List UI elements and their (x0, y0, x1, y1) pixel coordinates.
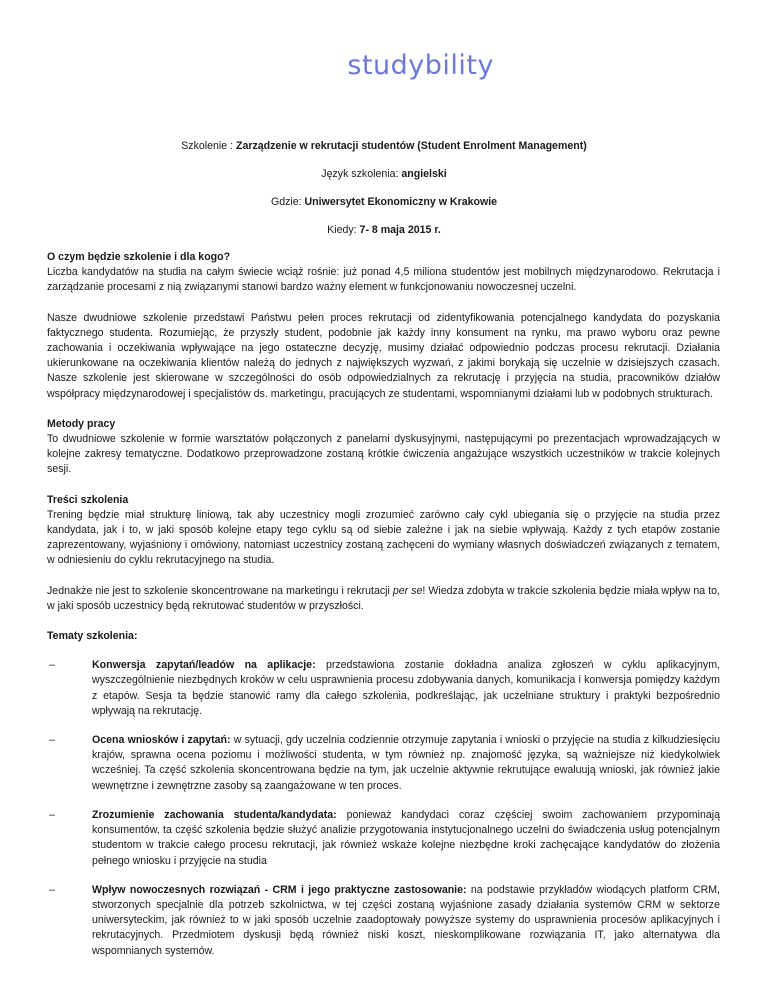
topic-text (92, 733, 720, 794)
topic-title: Zrozumienie zachowania studenta/kandydata: (92, 808, 337, 821)
intro-section (47, 250, 720, 296)
intro-heading: O czym będzie szkolenie i dla kogo? (47, 251, 231, 263)
topic-item (47, 883, 720, 959)
dash-bullet: – (49, 808, 55, 821)
topic-description: na podstawie przykładów wiodących platform CRM, stworzonych specjalnie dla potrzeb szkolnictwa, w tej części zostaną wyjaśnione zasady działania systemów CRM w sektorze uniwersyteckim, jak również to w jaki sposób uczelnie zaadoptowały powyższe systemy do usprawnienia procesów aplikacyjnych i rekrutacyjnych. Przedmiotem dyskusji będą również niski koszt, nieskomplikowane rozwiązania IT, jako alternatywa dla wspomnianych systemów. (92, 883, 720, 957)
intro-paragraph-2: Nasze dwudniowe szkolenie przedstawi Państwu pełen proces rekrutacji od zidentyfikowania potencjalnego kandydata do pozyskania faktycznego studenta. Rozumiejąc, że przyszły student, podobnie jak każdy inny konsument na rynku, ma prawo wyboru oraz pewne zachowania i oczekiwania wpływające na jego ostateczne decyzję, musimy działać odpowiednio podczas procesu rekrutacji. Działania ukierunkowane na oczekiwania klientów należą do jednych z największych wyzwań, z jakimi borykają się uczelnie w dzisiejszych czasach. Nasze szkolenie jest skierowane w szczególności do osób odpowiedzialnych za rekrutację i przyjęcia na studia, pracowników działów współpracy międzynarodowej i specjalistów ds. marketingu, pracujących ze studentami, wspomnianymi działami lub w podobnych strukturach. (47, 311, 720, 400)
language-line (0, 167, 768, 181)
when-value: 7- 8 maja 2015 r. (359, 224, 441, 236)
where-value: Uniwersytet Ekonomiczny w Krakowie (304, 196, 498, 208)
topic-text (92, 883, 720, 959)
topic-description: w sytuacji, gdy uczelnia codziennie otrzymuje zapytania i wnioski o przyjęcie na studia z kilkudziesięciu krajów, sprawna ocena poziomu i możliwości studenta, w tym również np. znajomość języka, są ważniejsze niż kiedykolwiek wcześniej. Ta część szkolenia skoncentrowana będzie na tym, jak uczelnie aktywnie rekrutujące ewaluują wnioski, jak również jakie wewnętrzne i zewnętrzne zasoby są zaangażowane w ten proces. (92, 734, 721, 792)
topic-title: Konwersja zapytań/leadów na aplikacje: (92, 659, 316, 672)
where-line (0, 195, 768, 209)
methods-section (47, 417, 720, 478)
contents-paragraph-2 (47, 584, 720, 614)
dash-bullet: – (49, 659, 55, 672)
contents-text: Trening będzie miał strukturę liniową, tak aby uczestnicy mogli zrozumieć zarówno cały cykl ubiegania się o przyjęcie na studia przez kandydata, jak i to, w jaki sposób kolejne etapy tego cyklu są od siebie zależne i jak na siebie wpływają. Każdy z tych etapów zostanie zaprezentowany, wyjaśniony i omówiony, natomiast uczestnicy zostaną zachęceni do wymiany własnych doświadczeń związanych z tematem, w odniesieniu do cyklu rekrutacyjnego na studia. (47, 508, 720, 567)
language-label: Język szkolenia: (321, 168, 402, 180)
studybility-logo: studybility (347, 50, 494, 81)
contents-section (47, 493, 720, 569)
topics-heading: Tematy szkolenia: (47, 630, 138, 643)
contents-p2-after: ! Wiedza zdobyta w trakcie szkolenia będzie miała wpływ na to, w jaki sposób uczestnicy będą rekrutować studentów w przyszłości. (47, 584, 720, 612)
dash-bullet: – (49, 883, 55, 896)
topic-item (47, 808, 720, 869)
topic-item (47, 733, 720, 794)
language-value: angielski (401, 168, 447, 180)
training-label: Szkolenie : (181, 140, 236, 152)
contents-p2-before: Jednakże nie jest to szkolenie skoncentrowane na marketingu i rekrutacji (47, 584, 393, 597)
where-label: Gdzie: (270, 196, 305, 208)
topic-text (92, 658, 720, 719)
training-title: Zarządzenie w rekrutacji studentów (Student Enrolment Management) (235, 140, 587, 152)
contents-heading: Treści szkolenia (47, 493, 129, 506)
document-body (47, 250, 720, 973)
topic-description: przedstawiona zostanie dokładna analiza zgłoszeń w cyklu aplikacyjnym, wyszczególnienie niezbędnych kroków w celu usprawnienia procesu zdobywania danych, komunikacja i konwersja pomiędzy każdym z etapów. Sesja ta będzie stanowić ramy dla całego szkolenia, podkreślając, jak uczelniane struktury i praktyki bezpośrednio wpływają na rekrutację. (92, 659, 720, 717)
topic-title: Wpływ nowoczesnych rozwiązań - CRM i jego praktyczne zastosowanie: (92, 883, 467, 896)
training-line (0, 139, 768, 153)
contents-p2-italic: per se (392, 584, 423, 597)
topic-text (92, 808, 720, 869)
dash-bullet: – (49, 734, 55, 747)
intro-paragraph-1: Liczba kandydatów na studia na całym świecie wciąż rośnie: już ponad 4,5 miliona studentów jest mobilnych międzynarodowo. Rekrutacja i zarządzanie procesami z nią związanymi stanowi bardzo ważny element w funkcjonowaniu nowoczesnej uczelni. (47, 266, 720, 294)
topic-item (47, 658, 720, 719)
methods-heading: Metody pracy (47, 417, 116, 430)
when-label: Kiedy: (327, 224, 360, 236)
when-line (0, 223, 768, 237)
topic-title: Ocena wniosków i zapytań: (92, 734, 231, 747)
topic-description: ponieważ kandydaci coraz częściej swoim zachowaniem przypominają konsumentów, ta część szkolenia będzie służyć analizie przygotowania instytucjonalnego uczelni do świadczenia usług potencjalnym studentom w trakcie całego procesu rekrutacji, jak również wskaże kolejne niezbędne kroki zachęcające kandydatów do złożenia pełnego wniosku i przyjęcie na studia (92, 808, 720, 867)
methods-text: To dwudniowe szkolenie w formie warsztatów połączonych z panelami dyskusyjnymi, następującymi po prezentacjach wprowadzających w kolejne zakresy tematyczne. Dodatkowo przeprowadzone zostaną krótkie ćwiczenia angażujące wszystkich uczestników w trakcie kolejnych sesji. (47, 433, 720, 476)
